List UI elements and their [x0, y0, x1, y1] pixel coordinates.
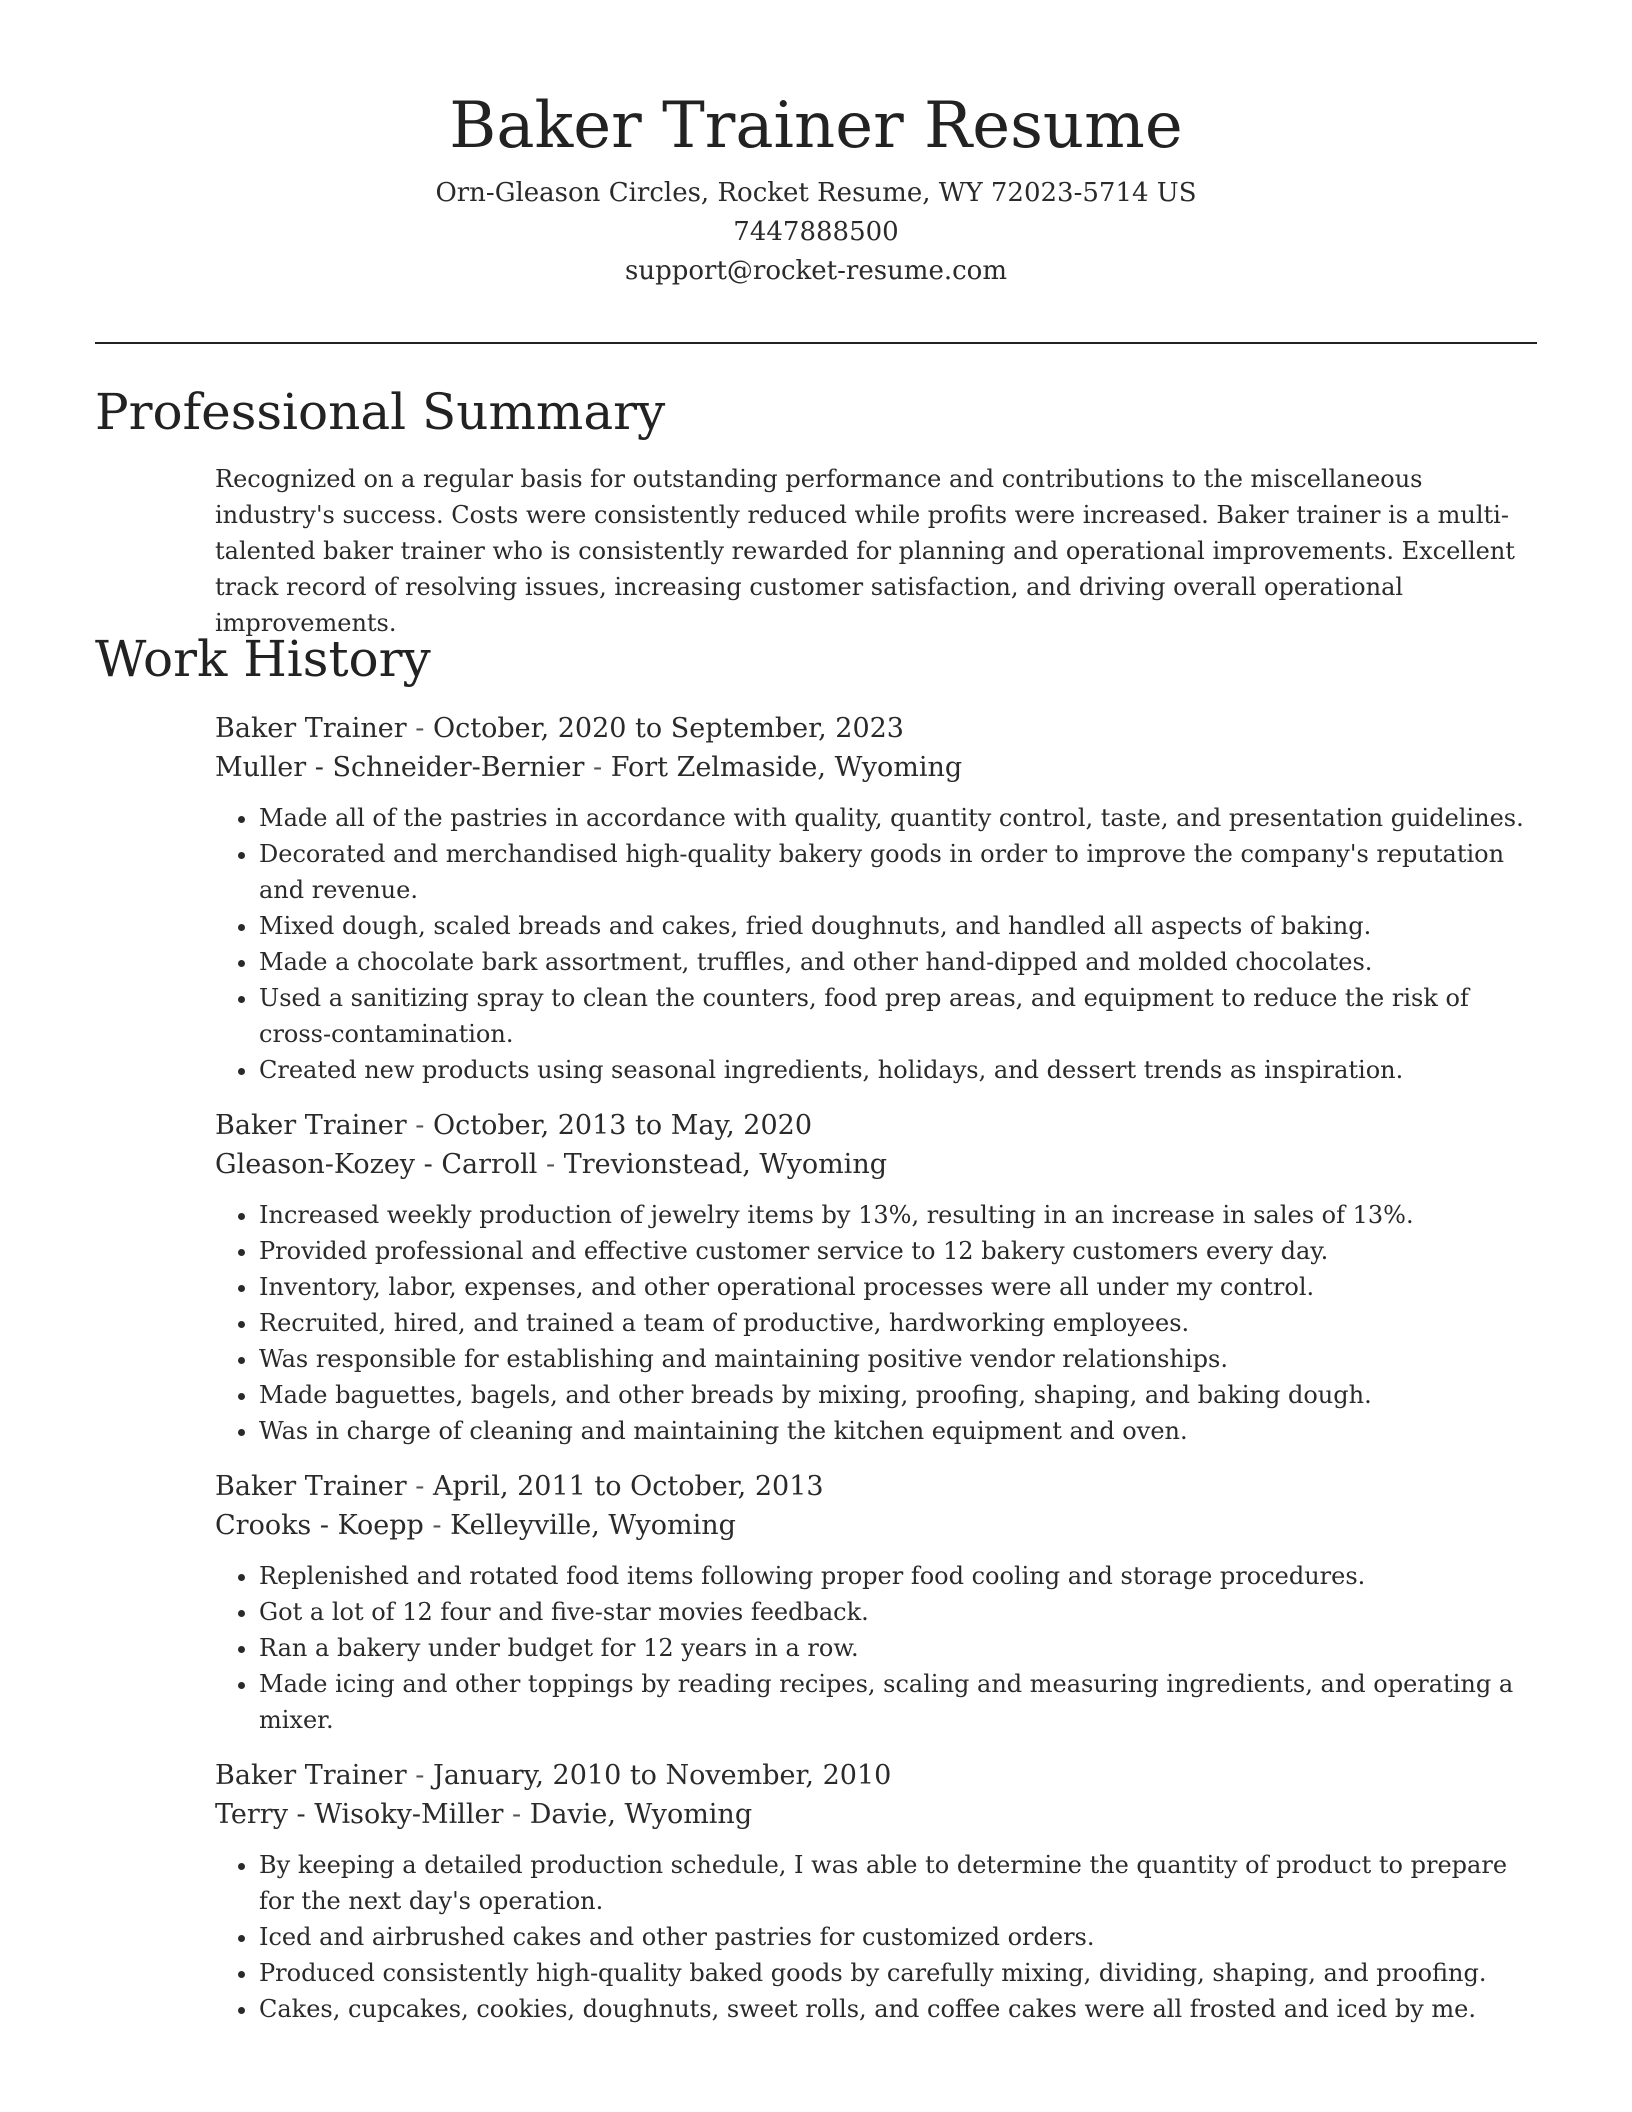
job-bullet: • Increased weekly production of jewelry items by 13%, resulting in an increase in sales of 13%. [259, 1197, 1535, 1233]
job-role: Baker Trainer [215, 1110, 407, 1141]
job-bullet-list [215, 1847, 1535, 2027]
job-separator: - [584, 752, 611, 783]
header-divider [95, 342, 1537, 344]
job-separator: - [406, 1471, 433, 1502]
job-role: Baker Trainer [215, 1471, 407, 1502]
job-title-line [215, 1106, 1535, 1145]
job-separator: - [503, 1799, 530, 1830]
job-bullet: • Replenished and rotated food items following proper food cooling and storage procedures. [259, 1558, 1535, 1594]
job-bullet-list [215, 800, 1535, 1088]
job-entry [215, 1756, 1535, 2027]
job-bullet: • Made baguettes, bagels, and other breads by mixing, proofing, shaping, and baking dough. [259, 1377, 1535, 1413]
resume-title: Baker Trainer Resume [449, 89, 1183, 163]
job-bullet: • Made icing and other toppings by reading recipes, scaling and measuring ingredients, and operating a mixer. [259, 1666, 1535, 1738]
contact-phone: 7447888500 [733, 217, 899, 247]
job-bullet: • Provided professional and effective customer service to 12 bakery customers every day. [259, 1233, 1535, 1269]
job-bullet: • Was in charge of cleaning and maintaining the kitchen equipment and oven. [259, 1413, 1535, 1449]
job-location: Fort Zelmaside, Wyoming [610, 752, 963, 783]
job-separator: - [406, 1110, 433, 1141]
job-bullet: • Mixed dough, scaled breads and cakes, fried doughnuts, and handled all aspects of baking. [259, 908, 1535, 944]
job-title-line [215, 1467, 1535, 1506]
job-role: Baker Trainer [215, 1760, 407, 1791]
job-bullet: • Made all of the pastries in accordance with quality, quantity control, taste, and presentation guidelines. [259, 800, 1535, 836]
job-company: Gleason-Kozey - Carroll [215, 1149, 538, 1180]
job-location: Davie, Wyoming [529, 1799, 753, 1830]
job-separator: - [537, 1149, 564, 1180]
job-company-line [215, 1145, 1535, 1184]
job-title-line [215, 709, 1535, 748]
job-title-line [215, 1756, 1535, 1795]
contact-block [95, 174, 1537, 291]
summary-text: Recognized on a regular basis for outstanding performance and contributions to the miscellaneous industry's success. Costs were consistently reduced while profits were increased. Baker trainer is a multi-talented baker trainer who is consistently rewarded for planning and operational improvements. Excellent track record of resolving issues, increasing customer satisfaction, and driving overall operational improvements. [215, 465, 1515, 637]
job-entry [215, 709, 1535, 1088]
job-company: Terry - Wisoky-Miller [215, 1799, 504, 1830]
job-location: Trevionstead, Wyoming [563, 1149, 887, 1180]
job-bullet-list [215, 1558, 1535, 1738]
job-bullet: • Made a chocolate bark assortment, truffles, and other hand-dipped and molded chocolates. [259, 944, 1535, 980]
job-bullet-list [215, 1197, 1535, 1449]
job-dates: October, 2020 to September, 2023 [433, 713, 904, 744]
job-bullet: • Decorated and merchandised high-quality bakery goods in order to improve the company's reputation and revenue. [259, 836, 1535, 908]
job-company-line [215, 748, 1535, 787]
job-bullet: • Got a lot of 12 four and five-star movies feedback. [259, 1594, 1535, 1630]
work-history-list [215, 709, 1535, 2045]
job-bullet: • Created new products using seasonal ingredients, holidays, and dessert trends as inspiration. [259, 1052, 1535, 1088]
job-bullet: • By keeping a detailed production schedule, I was able to determine the quantity of product to prepare for the next day's operation. [259, 1847, 1535, 1919]
job-dates: October, 2013 to May, 2020 [433, 1110, 813, 1141]
job-bullet: • Inventory, labor, expenses, and other operational processes were all under my control. [259, 1269, 1535, 1305]
job-bullet: • Ran a bakery under budget for 12 years in a row. [259, 1630, 1535, 1666]
job-company-line [215, 1795, 1535, 1834]
contact-email: support@rocket-resume.com [624, 256, 1007, 286]
job-bullet: • Iced and airbrushed cakes and other pastries for customized orders. [259, 1919, 1535, 1955]
job-separator: - [406, 713, 433, 744]
job-bullet: • Cakes, cupcakes, cookies, doughnuts, sweet rolls, and coffee cakes were all frosted and iced by me. [259, 1991, 1535, 2027]
job-role: Baker Trainer [215, 713, 407, 744]
job-entry [215, 1106, 1535, 1449]
job-bullet: • Recruited, hired, and trained a team of productive, hardworking employees. [259, 1305, 1535, 1341]
job-company-line [215, 1506, 1535, 1545]
job-separator: - [423, 1510, 451, 1541]
job-bullet: • Was responsible for establishing and maintaining positive vendor relationships. [259, 1341, 1535, 1377]
work-history-heading: Work History [95, 630, 431, 688]
job-company: Crooks - Koepp [215, 1510, 424, 1541]
job-separator: - [406, 1760, 433, 1791]
contact-address: Orn-Gleason Circles, Rocket Resume, WY 72023-5714 US [435, 178, 1197, 208]
job-entry [215, 1467, 1535, 1738]
resume-header [95, 82, 1537, 291]
job-location: Kelleyville, Wyoming [450, 1510, 736, 1541]
summary-heading: Professional Summary [95, 383, 666, 441]
job-bullet: • Used a sanitizing spray to clean the counters, food prep areas, and equipment to reduce the risk of cross-contamination. [259, 980, 1535, 1052]
job-company: Muller - Schneider-Bernier [215, 752, 585, 783]
job-dates: January, 2010 to November, 2010 [433, 1760, 892, 1791]
job-bullet: • Produced consistently high-quality baked goods by carefully mixing, dividing, shaping, and proofing. [259, 1955, 1535, 1991]
job-dates: April, 2011 to October, 2013 [433, 1471, 824, 1502]
